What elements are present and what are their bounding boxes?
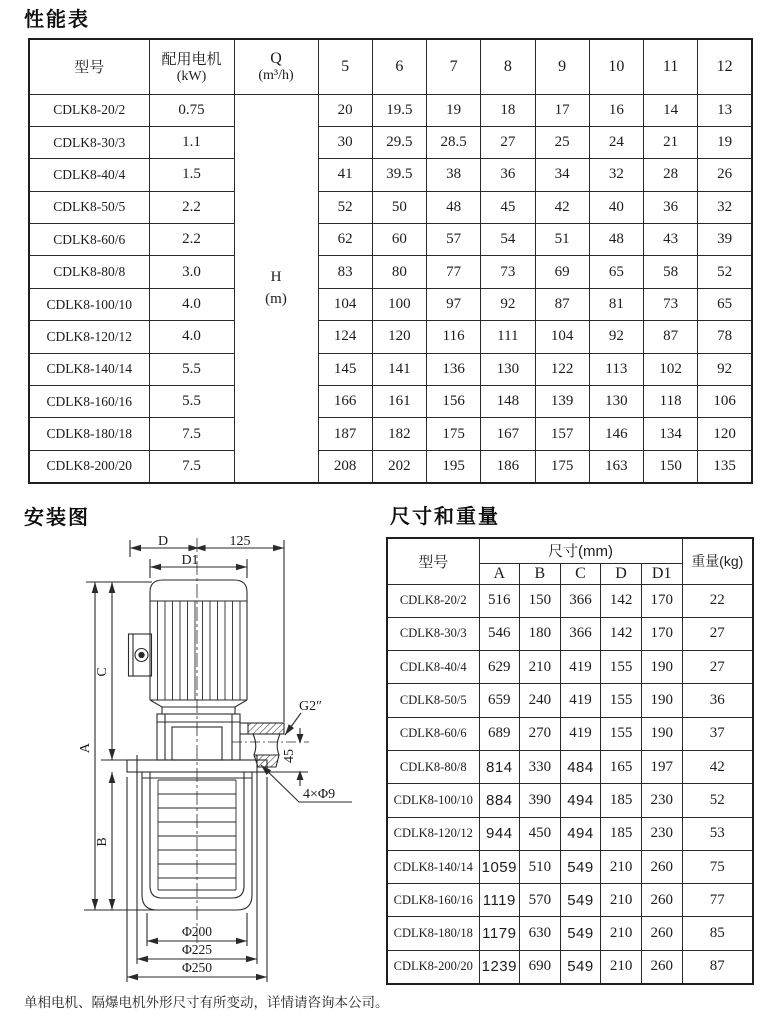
model-cell: CDLK8-60/6 bbox=[29, 224, 149, 256]
head-value-cell: 130 bbox=[589, 386, 643, 418]
dimension-cell: 494 bbox=[560, 784, 601, 817]
performance-section-title: 性能表 bbox=[24, 9, 90, 31]
dimension-cell: 190 bbox=[641, 717, 682, 750]
col-header-dim-d1: D1 bbox=[641, 563, 682, 584]
dimension-cell: 1239 bbox=[479, 950, 520, 983]
dimensions-row bbox=[387, 850, 753, 883]
model-cell: CDLK8-180/18 bbox=[29, 418, 149, 450]
dimension-cell: 270 bbox=[520, 717, 561, 750]
dimension-cell: 230 bbox=[641, 784, 682, 817]
power-cell: 1.1 bbox=[149, 126, 234, 158]
performance-table bbox=[28, 38, 753, 484]
dimension-cell: 142 bbox=[601, 617, 642, 650]
head-value-cell: 136 bbox=[427, 353, 481, 385]
dimension-cell: 210 bbox=[520, 651, 561, 684]
dimension-cell: 165 bbox=[601, 750, 642, 783]
dimension-cell: 570 bbox=[520, 884, 561, 917]
head-value-cell: 148 bbox=[481, 386, 535, 418]
dim-label-d: D bbox=[157, 534, 169, 549]
head-value-cell: 25 bbox=[535, 126, 589, 158]
head-value-cell: 175 bbox=[535, 450, 589, 482]
dimension-cell: 689 bbox=[479, 717, 520, 750]
model-cell: CDLK8-140/14 bbox=[29, 353, 149, 385]
dimension-cell: 155 bbox=[601, 651, 642, 684]
performance-row bbox=[29, 256, 752, 288]
head-value-cell: 51 bbox=[535, 224, 589, 256]
dimension-cell: 1179 bbox=[479, 917, 520, 950]
col-header-dims: 尺寸(mm) bbox=[479, 538, 682, 563]
head-value-cell: 81 bbox=[589, 288, 643, 320]
head-value-cell: 116 bbox=[427, 321, 481, 353]
dim-label-phi250: Φ250 bbox=[181, 960, 213, 975]
power-cell: 5.5 bbox=[149, 386, 234, 418]
head-value-cell: 145 bbox=[318, 353, 372, 385]
pump-head bbox=[157, 714, 240, 760]
dimensions-row bbox=[387, 584, 753, 617]
head-value-cell: 13 bbox=[698, 94, 752, 126]
dimension-cell: 549 bbox=[560, 917, 601, 950]
dimension-cell: 690 bbox=[520, 950, 561, 983]
head-value-cell: 146 bbox=[589, 418, 643, 450]
dimension-cell: 629 bbox=[479, 651, 520, 684]
head-value-cell: 104 bbox=[535, 321, 589, 353]
head-value-cell: 20 bbox=[318, 94, 372, 126]
dimension-cell: 190 bbox=[641, 684, 682, 717]
head-value-cell: 73 bbox=[644, 288, 698, 320]
power-cell: 5.5 bbox=[149, 353, 234, 385]
dimension-cell: 230 bbox=[641, 817, 682, 850]
head-value-cell: 175 bbox=[427, 418, 481, 450]
model-cell: CDLK8-120/12 bbox=[387, 817, 479, 850]
head-value-cell: 40 bbox=[589, 191, 643, 223]
model-cell: CDLK8-40/4 bbox=[29, 159, 149, 191]
dimensions-row bbox=[387, 884, 753, 917]
head-value-cell: 43 bbox=[644, 224, 698, 256]
weight-cell: 22 bbox=[682, 584, 753, 617]
head-value-cell: 73 bbox=[481, 256, 535, 288]
footnote: 单相电机、隔爆电机外形尺寸有所变动，详情请咨询本公司。 bbox=[24, 995, 389, 1010]
model-cell: CDLK8-200/20 bbox=[29, 450, 149, 482]
head-value-cell: 16 bbox=[589, 94, 643, 126]
dim-label-d1: D1 bbox=[181, 553, 199, 568]
dimension-cell: 210 bbox=[601, 850, 642, 883]
head-value-cell: 120 bbox=[372, 321, 426, 353]
model-cell: CDLK8-180/18 bbox=[387, 917, 479, 950]
dim-label-phi200: Φ200 bbox=[181, 924, 213, 939]
weight-cell: 36 bbox=[682, 684, 753, 717]
dimension-cell: 944 bbox=[479, 817, 520, 850]
head-value-cell: 17 bbox=[535, 94, 589, 126]
col-header-q9: 9 bbox=[535, 39, 589, 94]
dimension-cell: 884 bbox=[479, 784, 520, 817]
head-value-cell: 58 bbox=[644, 256, 698, 288]
head-unit-cell: H (m) bbox=[234, 94, 318, 483]
head-value-cell: 104 bbox=[318, 288, 372, 320]
head-value-cell: 69 bbox=[535, 256, 589, 288]
model-cell: CDLK8-120/12 bbox=[29, 321, 149, 353]
head-value-cell: 106 bbox=[698, 386, 752, 418]
head-value-cell: 52 bbox=[698, 256, 752, 288]
head-value-cell: 52 bbox=[318, 191, 372, 223]
dimension-cell: 260 bbox=[641, 850, 682, 883]
dimensions-row bbox=[387, 750, 753, 783]
dimension-cell: 510 bbox=[520, 850, 561, 883]
dimension-cell: 549 bbox=[560, 884, 601, 917]
bolt-holes-label: 4×Φ9 bbox=[303, 787, 336, 802]
weight-cell: 85 bbox=[682, 917, 753, 950]
weight-cell: 27 bbox=[682, 651, 753, 684]
col-header-q6: 6 bbox=[372, 39, 426, 94]
performance-header-row bbox=[29, 39, 752, 94]
head-value-cell: 26 bbox=[698, 159, 752, 191]
dimensions-row bbox=[387, 817, 753, 850]
head-value-cell: 50 bbox=[372, 191, 426, 223]
head-value-cell: 19.5 bbox=[372, 94, 426, 126]
dimension-cell: 150 bbox=[520, 584, 561, 617]
dimension-cell: 185 bbox=[601, 784, 642, 817]
dimension-cell: 260 bbox=[641, 917, 682, 950]
dimension-cell: 260 bbox=[641, 950, 682, 983]
head-value-cell: 134 bbox=[644, 418, 698, 450]
model-cell: CDLK8-80/8 bbox=[29, 256, 149, 288]
installation-diagram bbox=[20, 532, 370, 987]
power-cell: 7.5 bbox=[149, 450, 234, 482]
head-value-cell: 65 bbox=[589, 256, 643, 288]
head-value-cell: 111 bbox=[481, 321, 535, 353]
power-cell: 3.0 bbox=[149, 256, 234, 288]
head-value-cell: 38 bbox=[427, 159, 481, 191]
weight-cell: 77 bbox=[682, 884, 753, 917]
dimensions-row bbox=[387, 717, 753, 750]
head-value-cell: 135 bbox=[698, 450, 752, 482]
dimensions-row bbox=[387, 784, 753, 817]
weight-cell: 37 bbox=[682, 717, 753, 750]
model-cell: CDLK8-160/16 bbox=[387, 884, 479, 917]
dimension-cell: 630 bbox=[520, 917, 561, 950]
dimension-cell: 419 bbox=[560, 717, 601, 750]
performance-row bbox=[29, 418, 752, 450]
head-value-cell: 83 bbox=[318, 256, 372, 288]
dimension-cell: 210 bbox=[601, 950, 642, 983]
head-value-cell: 150 bbox=[644, 450, 698, 482]
dimension-cell: 419 bbox=[560, 651, 601, 684]
head-value-cell: 97 bbox=[427, 288, 481, 320]
head-value-cell: 19 bbox=[698, 126, 752, 158]
head-value-cell: 30 bbox=[318, 126, 372, 158]
dimension-cell: 190 bbox=[641, 651, 682, 684]
model-cell: CDLK8-50/5 bbox=[387, 684, 479, 717]
model-cell: CDLK8-20/2 bbox=[387, 584, 479, 617]
model-cell: CDLK8-30/3 bbox=[387, 617, 479, 650]
model-cell: CDLK8-40/4 bbox=[387, 651, 479, 684]
motor-cap bbox=[150, 580, 247, 601]
head-value-cell: 36 bbox=[481, 159, 535, 191]
head-value-cell: 77 bbox=[427, 256, 481, 288]
head-value-cell: 118 bbox=[644, 386, 698, 418]
performance-row bbox=[29, 288, 752, 320]
head-value-cell: 32 bbox=[698, 191, 752, 223]
dimension-cell: 366 bbox=[560, 617, 601, 650]
dimension-cell: 494 bbox=[560, 817, 601, 850]
head-value-cell: 19 bbox=[427, 94, 481, 126]
model-cell: CDLK8-50/5 bbox=[29, 191, 149, 223]
power-cell: 7.5 bbox=[149, 418, 234, 450]
head-value-cell: 57 bbox=[427, 224, 481, 256]
dimension-cell: 516 bbox=[479, 584, 520, 617]
head-value-cell: 113 bbox=[589, 353, 643, 385]
col-header-q5: 5 bbox=[318, 39, 372, 94]
model-cell: CDLK8-160/16 bbox=[29, 386, 149, 418]
model-cell: CDLK8-140/14 bbox=[387, 850, 479, 883]
model-cell: CDLK8-30/3 bbox=[29, 126, 149, 158]
dimension-cell: 260 bbox=[641, 884, 682, 917]
performance-row bbox=[29, 353, 752, 385]
performance-row bbox=[29, 450, 752, 482]
head-value-cell: 29.5 bbox=[372, 126, 426, 158]
power-cell: 4.0 bbox=[149, 288, 234, 320]
head-value-cell: 28 bbox=[644, 159, 698, 191]
head-value-cell: 41 bbox=[318, 159, 372, 191]
performance-row bbox=[29, 126, 752, 158]
head-value-cell: 182 bbox=[372, 418, 426, 450]
head-value-cell: 21 bbox=[644, 126, 698, 158]
dimensions-row bbox=[387, 684, 753, 717]
dimensions-row bbox=[387, 651, 753, 684]
dimension-cell: 549 bbox=[560, 950, 601, 983]
model-cell: CDLK8-100/10 bbox=[387, 784, 479, 817]
head-value-cell: 195 bbox=[427, 450, 481, 482]
col-header-q10: 10 bbox=[589, 39, 643, 94]
model-cell: CDLK8-80/8 bbox=[387, 750, 479, 783]
dimension-cell: 180 bbox=[520, 617, 561, 650]
dimensions-header-row1 bbox=[387, 538, 753, 563]
model-cell: CDLK8-60/6 bbox=[387, 717, 479, 750]
weight-cell: 27 bbox=[682, 617, 753, 650]
dim-label-c: C bbox=[95, 667, 110, 677]
performance-row bbox=[29, 191, 752, 223]
power-cell: 1.5 bbox=[149, 159, 234, 191]
head-value-cell: 102 bbox=[644, 353, 698, 385]
dimensions-row bbox=[387, 617, 753, 650]
head-value-cell: 163 bbox=[589, 450, 643, 482]
head-value-cell: 122 bbox=[535, 353, 589, 385]
head-value-cell: 60 bbox=[372, 224, 426, 256]
power-cell: 2.2 bbox=[149, 191, 234, 223]
col-header-q11: 11 bbox=[644, 39, 698, 94]
dim-label-125: 125 bbox=[229, 534, 251, 549]
col-header-q8: 8 bbox=[481, 39, 535, 94]
head-value-cell: 45 bbox=[481, 191, 535, 223]
dimensions-table bbox=[386, 537, 754, 985]
dimension-cell: 170 bbox=[641, 617, 682, 650]
head-value-cell: 186 bbox=[481, 450, 535, 482]
head-value-cell: 80 bbox=[372, 256, 426, 288]
dim-label-45: 45 bbox=[282, 749, 297, 763]
head-value-cell: 92 bbox=[698, 353, 752, 385]
dimension-cell: 155 bbox=[601, 717, 642, 750]
col-header-dim-b: B bbox=[520, 563, 561, 584]
head-value-cell: 120 bbox=[698, 418, 752, 450]
head-value-cell: 24 bbox=[589, 126, 643, 158]
head-value-cell: 42 bbox=[535, 191, 589, 223]
head-value-cell: 100 bbox=[372, 288, 426, 320]
dimensions-row bbox=[387, 917, 753, 950]
dimension-cell: 142 bbox=[601, 584, 642, 617]
outlet-flange bbox=[248, 723, 284, 734]
head-value-cell: 208 bbox=[318, 450, 372, 482]
head-value-cell: 167 bbox=[481, 418, 535, 450]
dimension-cell: 390 bbox=[520, 784, 561, 817]
head-value-cell: 161 bbox=[372, 386, 426, 418]
dimension-cell: 197 bbox=[641, 750, 682, 783]
col-header-weight: 重量(kg) bbox=[682, 538, 753, 584]
head-value-cell: 39 bbox=[698, 224, 752, 256]
dim-label-a: A bbox=[78, 742, 93, 754]
dim-label-phi225: Φ225 bbox=[181, 942, 213, 957]
performance-row bbox=[29, 94, 752, 126]
power-cell: 2.2 bbox=[149, 224, 234, 256]
dimension-cell: 210 bbox=[601, 917, 642, 950]
model-cell: CDLK8-20/2 bbox=[29, 94, 149, 126]
head-value-cell: 92 bbox=[481, 288, 535, 320]
weight-cell: 52 bbox=[682, 784, 753, 817]
dimension-cell: 814 bbox=[479, 750, 520, 783]
performance-row bbox=[29, 386, 752, 418]
power-cell: 4.0 bbox=[149, 321, 234, 353]
head-value-cell: 34 bbox=[535, 159, 589, 191]
head-value-cell: 157 bbox=[535, 418, 589, 450]
performance-row bbox=[29, 321, 752, 353]
head-value-cell: 141 bbox=[372, 353, 426, 385]
col-header-q12: 12 bbox=[698, 39, 752, 94]
head-value-cell: 130 bbox=[481, 353, 535, 385]
head-value-cell: 139 bbox=[535, 386, 589, 418]
performance-row bbox=[29, 159, 752, 191]
col-header-model2: 型号 bbox=[387, 538, 479, 584]
col-header-dim-c: C bbox=[560, 563, 601, 584]
col-header-motor: 配用电机 (kW) bbox=[149, 39, 234, 94]
head-value-cell: 36 bbox=[644, 191, 698, 223]
motor-fins bbox=[158, 601, 241, 700]
dimension-cell: 484 bbox=[560, 750, 601, 783]
head-value-cell: 39.5 bbox=[372, 159, 426, 191]
col-header-model: 型号 bbox=[29, 39, 149, 94]
head-value-cell: 27 bbox=[481, 126, 535, 158]
outlet-thread-label: G2″ bbox=[299, 699, 322, 714]
head-value-cell: 156 bbox=[427, 386, 481, 418]
head-value-cell: 32 bbox=[589, 159, 643, 191]
head-value-cell: 124 bbox=[318, 321, 372, 353]
dimension-cell: 450 bbox=[520, 817, 561, 850]
weight-cell: 75 bbox=[682, 850, 753, 883]
head-value-cell: 48 bbox=[427, 191, 481, 223]
head-value-cell: 62 bbox=[318, 224, 372, 256]
head-value-cell: 92 bbox=[589, 321, 643, 353]
dimension-cell: 1119 bbox=[479, 884, 520, 917]
head-value-cell: 18 bbox=[481, 94, 535, 126]
col-header-dim-d: D bbox=[601, 563, 642, 584]
weight-cell: 42 bbox=[682, 750, 753, 783]
weight-cell: 53 bbox=[682, 817, 753, 850]
head-value-cell: 54 bbox=[481, 224, 535, 256]
dimensions-row bbox=[387, 950, 753, 983]
head-value-cell: 78 bbox=[698, 321, 752, 353]
col-header-flow: Q (m³/h) bbox=[234, 39, 318, 94]
dimension-cell: 210 bbox=[601, 884, 642, 917]
head-value-cell: 187 bbox=[318, 418, 372, 450]
dimension-cell: 1059 bbox=[479, 850, 520, 883]
col-header-q7: 7 bbox=[427, 39, 481, 94]
installation-section-title: 安装图 bbox=[24, 507, 90, 529]
performance-row bbox=[29, 224, 752, 256]
col-header-dim-a: A bbox=[479, 563, 520, 584]
power-cell: 0.75 bbox=[149, 94, 234, 126]
head-value-cell: 87 bbox=[644, 321, 698, 353]
dimension-cell: 170 bbox=[641, 584, 682, 617]
model-cell: CDLK8-200/20 bbox=[387, 950, 479, 983]
head-value-cell: 87 bbox=[535, 288, 589, 320]
dimension-cell: 155 bbox=[601, 684, 642, 717]
head-value-cell: 202 bbox=[372, 450, 426, 482]
head-value-cell: 14 bbox=[644, 94, 698, 126]
g2-leader bbox=[285, 713, 301, 735]
dimension-cell: 185 bbox=[601, 817, 642, 850]
model-cell: CDLK8-100/10 bbox=[29, 288, 149, 320]
head-value-cell: 166 bbox=[318, 386, 372, 418]
weight-cell: 87 bbox=[682, 950, 753, 983]
head-value-cell: 28.5 bbox=[427, 126, 481, 158]
dimensions-section-title: 尺寸和重量 bbox=[390, 506, 500, 528]
dimension-cell: 549 bbox=[560, 850, 601, 883]
dimension-cell: 330 bbox=[520, 750, 561, 783]
dimension-cell: 419 bbox=[560, 684, 601, 717]
dimension-cell: 240 bbox=[520, 684, 561, 717]
dim-label-b: B bbox=[95, 837, 110, 847]
head-value-cell: 65 bbox=[698, 288, 752, 320]
dimension-cell: 546 bbox=[479, 617, 520, 650]
dimension-cell: 659 bbox=[479, 684, 520, 717]
dimension-cell: 366 bbox=[560, 584, 601, 617]
head-value-cell: 48 bbox=[589, 224, 643, 256]
